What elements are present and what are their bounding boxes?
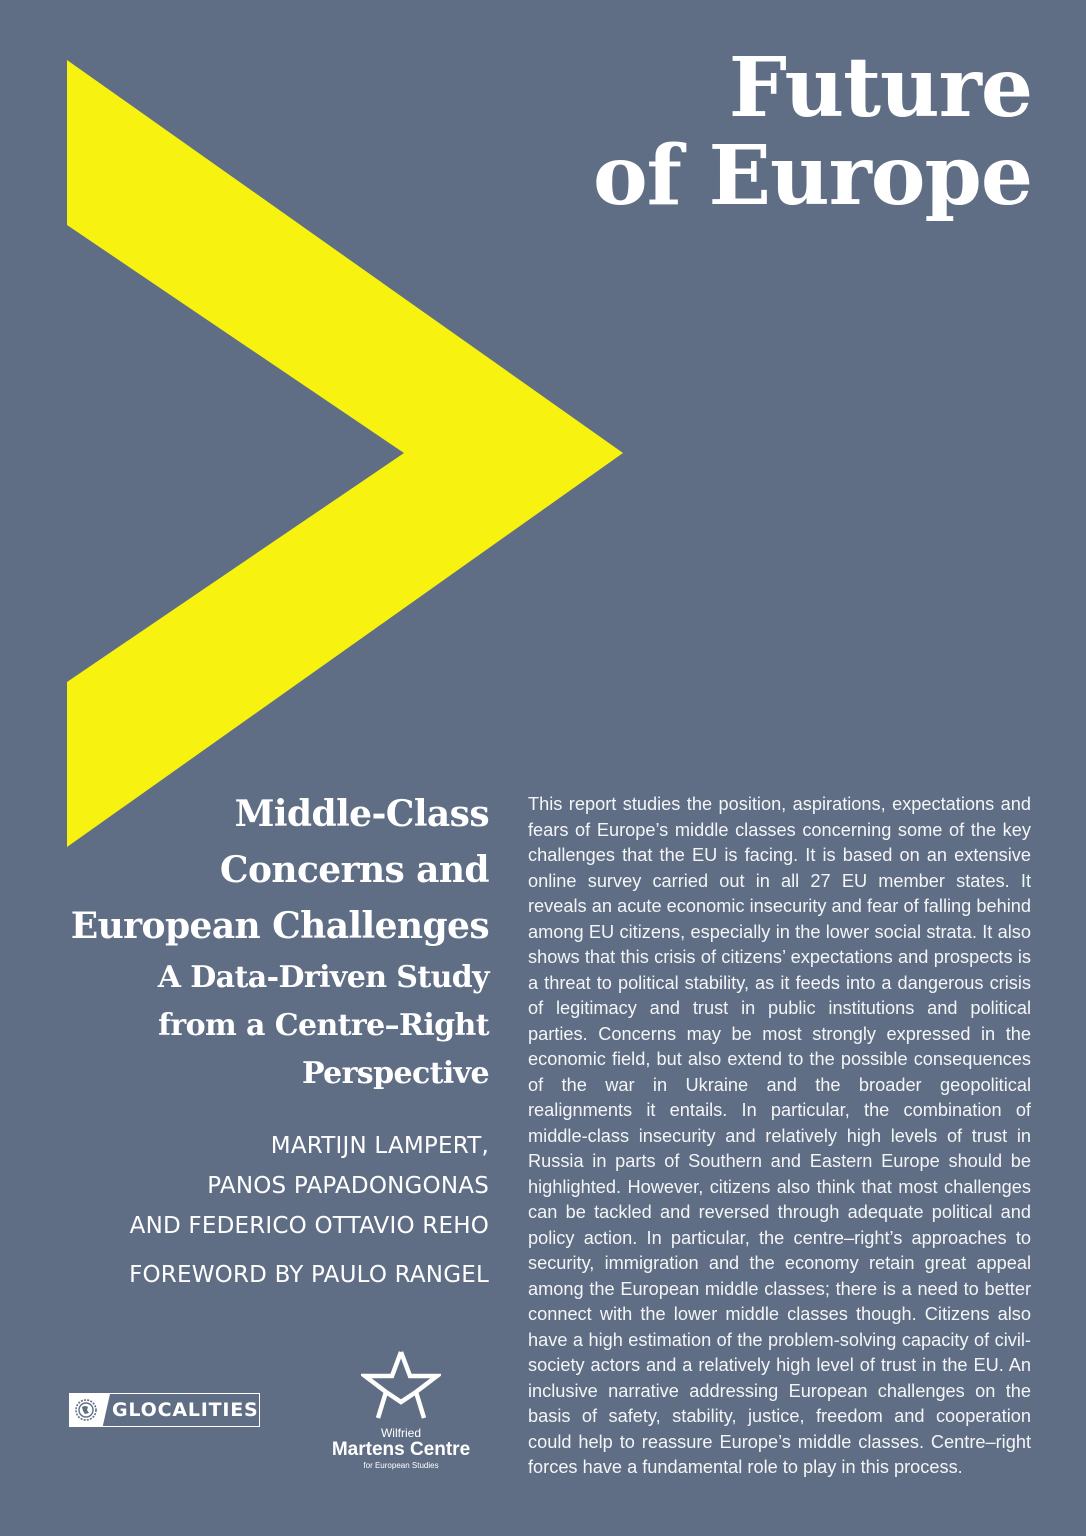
book-subtitle: [60, 954, 489, 1098]
book-subtitle-line-3: Perspective: [301, 1056, 489, 1091]
glocalities-logo: [69, 1393, 260, 1427]
globe-icon: [70, 1394, 110, 1426]
martens-centre-logo: [326, 1348, 476, 1471]
author-line-2: PANOS PAPADONGONAS: [207, 1173, 489, 1199]
glocalities-label: GLOCALITIES: [112, 1399, 259, 1421]
martens-name: Martens Centre: [331, 1439, 471, 1460]
authors: [60, 1126, 489, 1246]
title-block: [60, 786, 489, 1290]
martens-subtitle: for European Studies: [363, 1461, 439, 1470]
book-subtitle-line-2: from a Centre–Right: [158, 1008, 489, 1043]
book-title-line-3: European Challenges: [70, 905, 489, 947]
author-line-3: AND FEDERICO OTTAVIO REHO: [129, 1213, 489, 1239]
series-title-line-2: of Europe: [592, 128, 1032, 224]
foreword-credit: FOREWORD BY PAULO RANGEL: [129, 1262, 489, 1288]
book-subtitle-line-1: A Data-Driven Study: [157, 960, 489, 995]
book-title: [60, 786, 489, 954]
book-title-line-2: Concerns and: [219, 849, 489, 891]
author-line-1: MARTIJN LAMPERT,: [270, 1133, 489, 1159]
book-title-line-1: Middle-Class: [234, 793, 489, 835]
martens-first-name: Wilfried: [380, 1426, 421, 1440]
back-blurb: This report studies the position, aspirations, expectations and fears of Europe’s middle classes concerning some of the key challenges that the EU is facing. It is based on an extensive online survey carried out in all 27 EU member states. It reveals an acute economic insecurity and fear of falling behind among EU citizens, especially in the lower social strata. It also shows that this crisis of citizens’ expectations and prospects is a threat to political stability, as it feeds into a dangerous crisis of legitimacy and trust in public institutions and political parties. Concerns may be most strongly expressed in the economic field, but also extend to the possible consequences of the war in Ukraine and the broader geopolitical realignments it entails. In particular, the combination of middle-class insecurity and relatively high levels of trust in Russia in parts of Southern and Eastern Europe should be highlighted. However, citizens also think that most challenges can be tackled and reversed through adequate political and policy action. In particular, the centre–right’s approaches to security, immigration and the economy retain great appeal among the European middle classes; there is a need to better connect with the lower middle classes though. Citizens also have a high estimation of the problem-solving capacity of civil-society actors and a relatively high level of trust in the EU. An inclusive narrative addressing European challenges on the basis of safety, stability, justice, freedom and cooperation could help to reassure Europe’s middle classes. Centre–right forces have a fundamental role to play in this process.: [528, 794, 1031, 1477]
star-icon: [361, 1348, 441, 1424]
series-title: [592, 40, 1032, 224]
series-title-line-1: Future: [728, 40, 1032, 136]
